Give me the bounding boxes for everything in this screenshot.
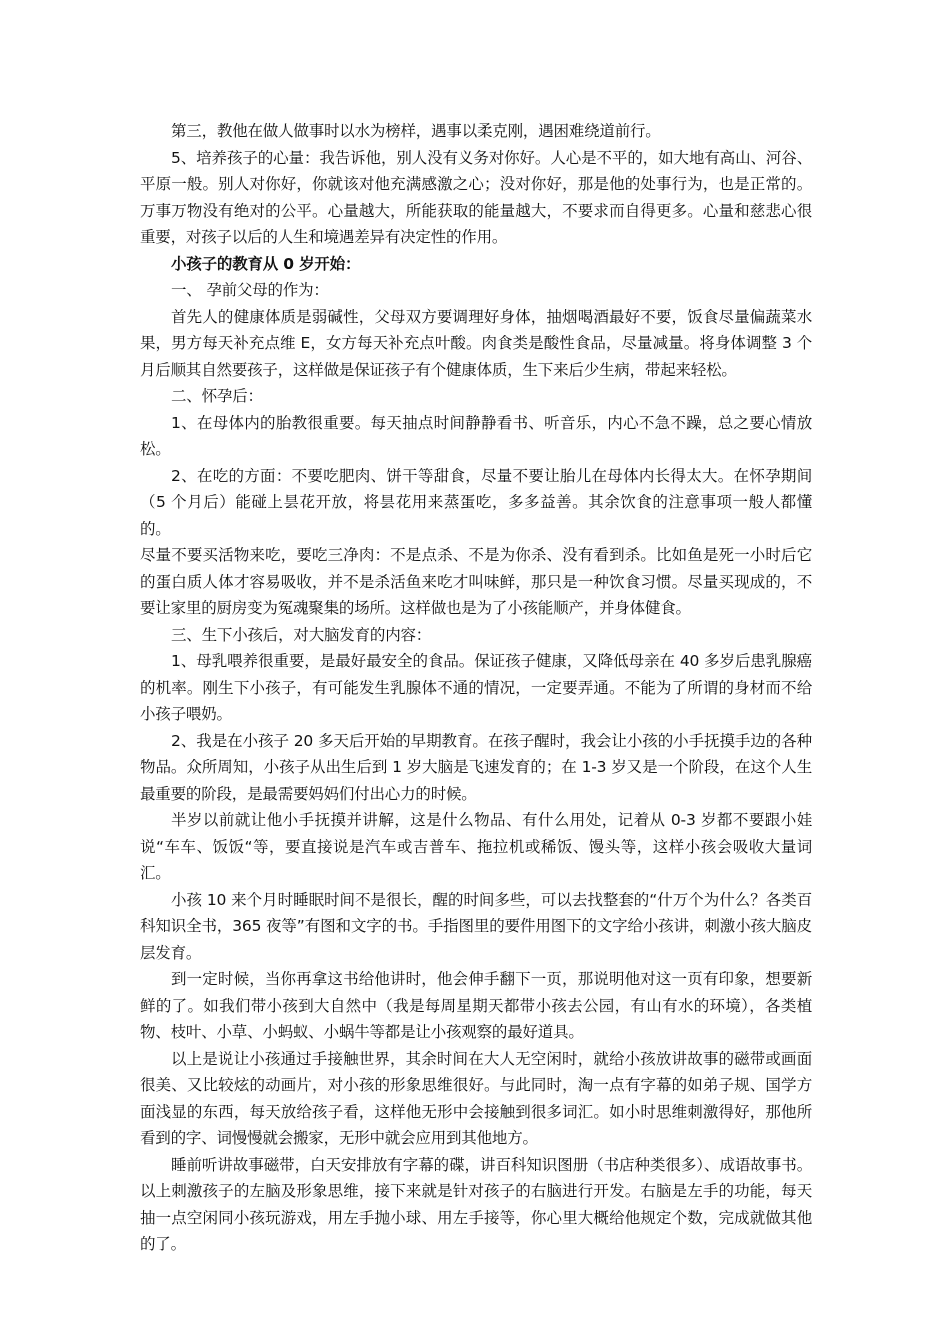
document-page — [140, 118, 812, 1258]
subheading-pre-pregnancy: 一、 孕前父母的作为： — [171, 281, 329, 299]
paragraph-bedtime: 睡前听讲故事磁带，白天安排放有字幕的碟，讲百科知识图册（书店种类很多）、成语故事书。以上刺激孩子的左脑及形象思维，接下来就是针对孩子的右脑进行开发。右脑是左手的功能，每天抽一点空闲同小孩玩游戏，用左手抛小球、用左手接等，你心里大概给他规定个数，完成就做其他的了。 — [140, 1155, 812, 1253]
paragraph-touch-world: 以上是说让小孩通过手接触世界，其余时间在大人无空闲时，就给小孩放讲故事的磁带或画面很美、又比较炫的动画片，对小孩的形象思维很好。与此同时，淘一点有字幕的如弟子规、国学方面浅显的东西，每天放给孩子看，这样他无形中会接触到很多词汇。如小时思维刺激得好，那他所看到的字、词慢慢就会搬家，无形中就会应用到其他地方。 — [140, 1049, 812, 1147]
subheading-pregnancy: 二、怀孕后： — [171, 387, 263, 405]
section-heading: 小孩子的教育从 0 岁开始： — [171, 254, 361, 273]
paragraph-three-pure-meats: 尽量不要买活物来吃，要吃三净肉：不是点杀、不是为你杀、没有看到杀。比如鱼是死一小时后它的蛋白质人体才容易吸收，并不是杀活鱼来吃才叫味鲜，那只是一种饮食习惯。尽量买现成的，不要让家里的厨房变为冤魂聚集的场所。这样做也是为了小孩能顺产，并身体健食。 — [140, 546, 812, 617]
paragraph-nature: 到一定时候，当你再拿这书给他讲时，他会伸手翻下一页，那说明他对这一页有印象，想要新鲜的了。如我们带小孩到大自然中（我是每周星期天都带小孩去公园，有山有水的环境），各类植物、枝叶、小草、小蚂蚁、小蜗牛等都是让小孩观察的最好道具。 — [140, 970, 812, 1041]
paragraph-health: 首先人的健康体质是弱碱性，父母双方要调理好身体，抽烟喝酒最好不要，饭食尽量偏蔬菜水果，男方每天补充点维 E，女方每天补充点叶酸。肉食类是酸性食品，尽量减量。将身体调整 3 个月后顺其自然要孩子，这样做是保证孩子有个健康体质，生下来后少生病，带起来轻松。 — [140, 307, 812, 379]
paragraph-point-5: 5、培养孩子的心量：我告诉他，别人没有义务对你好。人心是不平的，如大地有高山、河谷、平原一般。别人对你好，你就该对他充满感激之心；没对你好，那是他的处事行为，也是正常的。万事万物没有绝对的公平。心量越大，所能获取的能量越大，不要求而自得更多。心量和慈悲心很重要，对孩子以后的人生和境遇差异有决定性的作用。 — [140, 148, 812, 246]
paragraph-diet: 2、在吃的方面：不要吃肥肉、饼干等甜食，尽量不要让胎儿在母体内长得太大。在怀孕期间（5 个月后）能碰上昙花开放，将昙花用来蒸蛋吃，多多益善。其余饮食的注意事项一般人都懂的。 — [140, 466, 812, 538]
paragraph-early-education: 2、我是在小孩子 20 多天后开始的早期教育。在孩子醒时，我会让小孩的小手抚摸手边的各种物品。众所周知，小孩子从出生后到 1 岁大脑是飞速发育的；在 1-3 岁又是一个阶段，在这个人生最重要的阶段，是最需要妈妈们付出心力的时候。 — [140, 731, 812, 803]
paragraph-prenatal-education: 1、在母体内的胎教很重要。每天抽点时间静静看书、听音乐，内心不急不躁，总之要心情放松。 — [140, 413, 812, 458]
paragraph-ten-months: 小孩 10 来个月时睡眠时间不是很长，醒的时间多些，可以去找整套的“什万个为什么？各类百科知识全书，365 夜等”有图和文字的书。手指图里的要件用图下的文字给小孩讲，刺激小孩大脑皮层发育。 — [140, 890, 812, 962]
subheading-after-birth: 三、生下小孩后，对大脑发育的内容： — [171, 625, 432, 644]
paragraph-breastfeeding: 1、母乳喂养很重要，是最好最安全的食品。保证孩子健康，又降低母亲在 40 多岁后患乳腺癌的机率。刚生下小孩子，有可能发生乳腺体不通的情况，一定要弄通。不能为了所谓的身材而不给小孩子喂奶。 — [140, 652, 812, 723]
paragraph-third-point: 第三，教他在做人做事时以水为榜样，遇事以柔克刚，遇困难绕道前行。 — [171, 122, 661, 140]
paragraph-half-year: 半岁以前就让他小手抚摸并讲解，这是什么物品、有什么用处，记着从 0-3 岁都不要跟小娃说“车车、饭饭“等，要直接说是汽车或吉普车、拖拉机或稀饭、馒头等，这样小孩会吸收大量词汇。 — [140, 811, 812, 882]
